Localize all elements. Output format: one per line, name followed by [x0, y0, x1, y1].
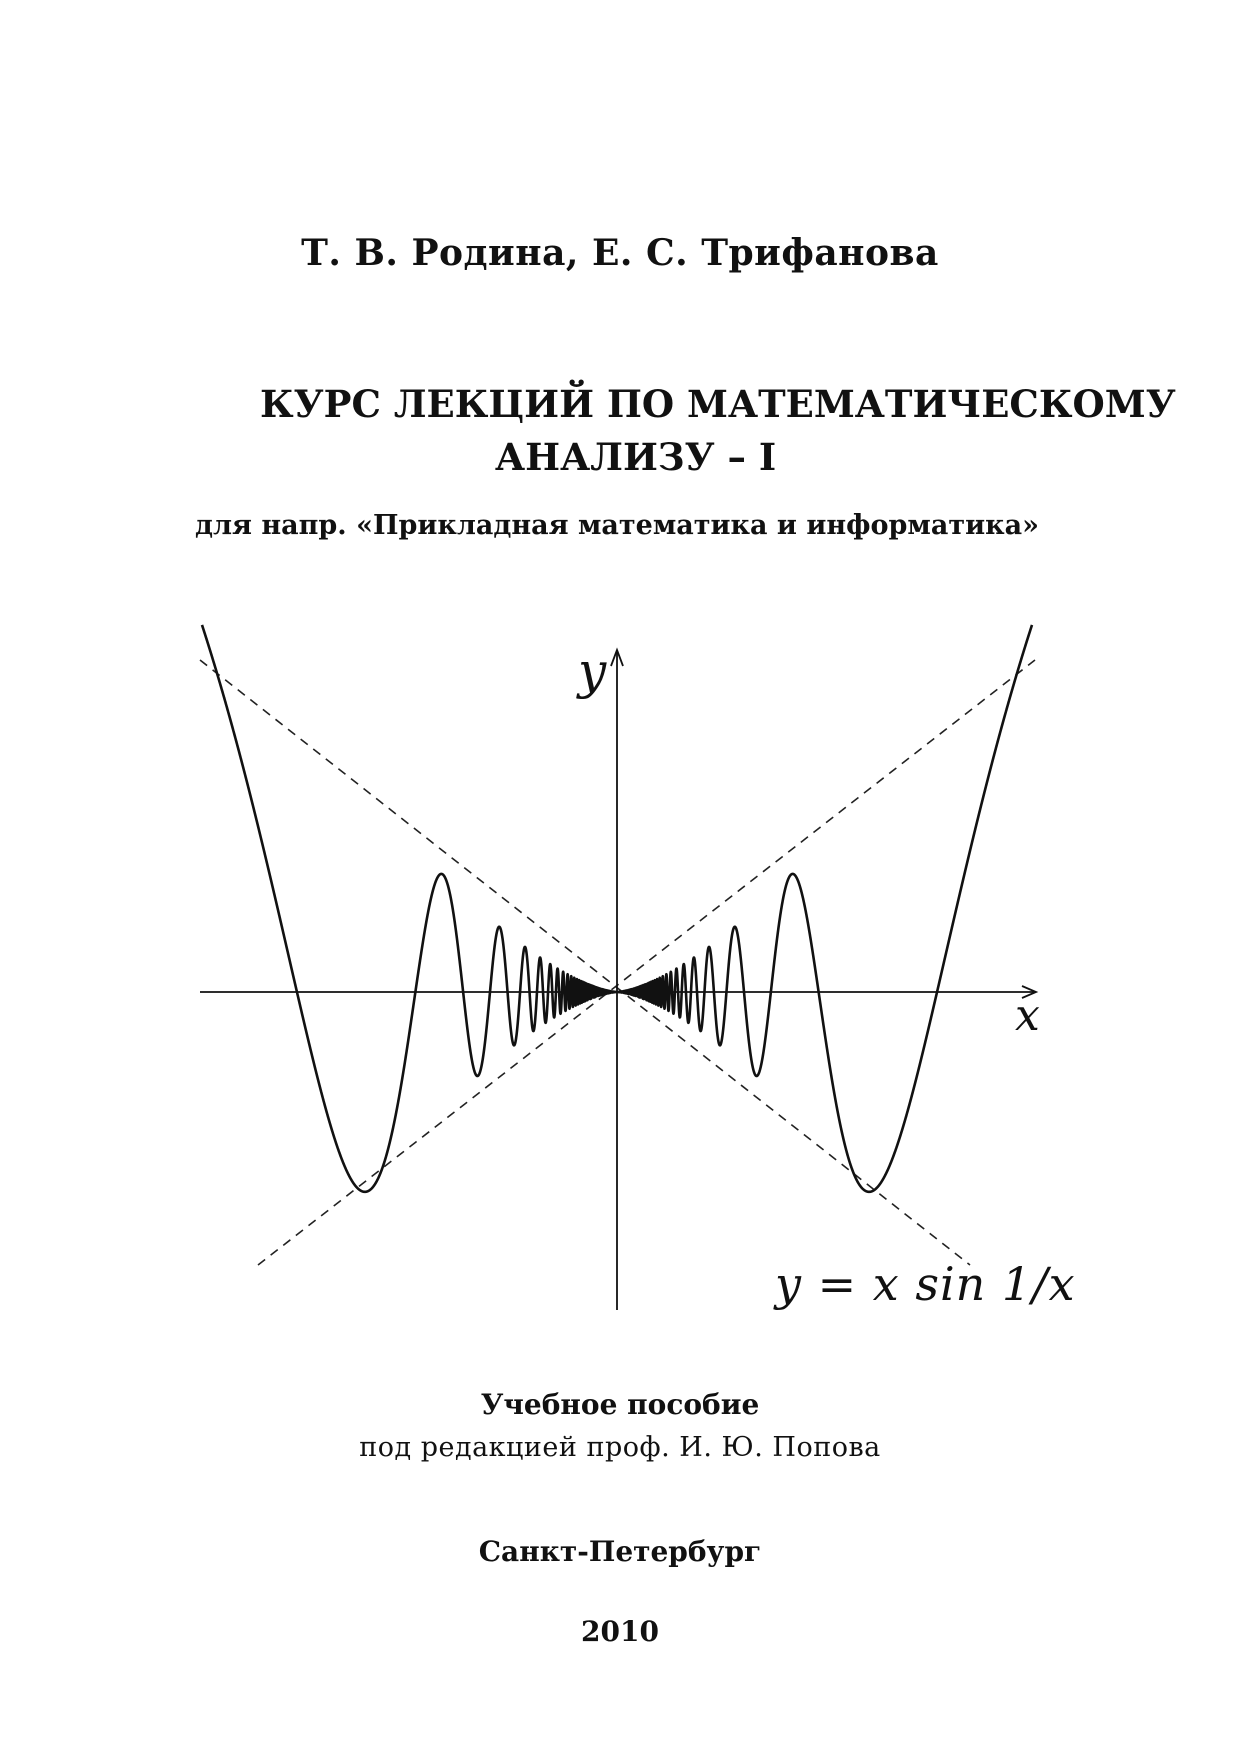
asymptote-line-rising [258, 660, 1035, 1265]
title-line-1: КУРС ЛЕКЦИЙ ПО МАТЕМАТИЧЕСКОМУ [260, 382, 1176, 426]
title-line-2: АНАЛИЗУ – I [495, 435, 777, 479]
x-axis-label: x [1015, 990, 1040, 1041]
publication-type: Учебное пособие [480, 1388, 760, 1421]
subtitle: для напр. «Прикладная математика и информатика» [195, 510, 1039, 541]
y-axis-label: y [578, 642, 607, 700]
city: Санкт-Петербург [478, 1535, 762, 1568]
formula-label: y = x sin 1/x [775, 1257, 1076, 1311]
year: 2010 [581, 1615, 659, 1648]
authors: Т. В. Родина, Е. С. Трифанова [301, 232, 939, 274]
editor-line: под редакцией проф. И. Ю. Попова [359, 1432, 881, 1463]
